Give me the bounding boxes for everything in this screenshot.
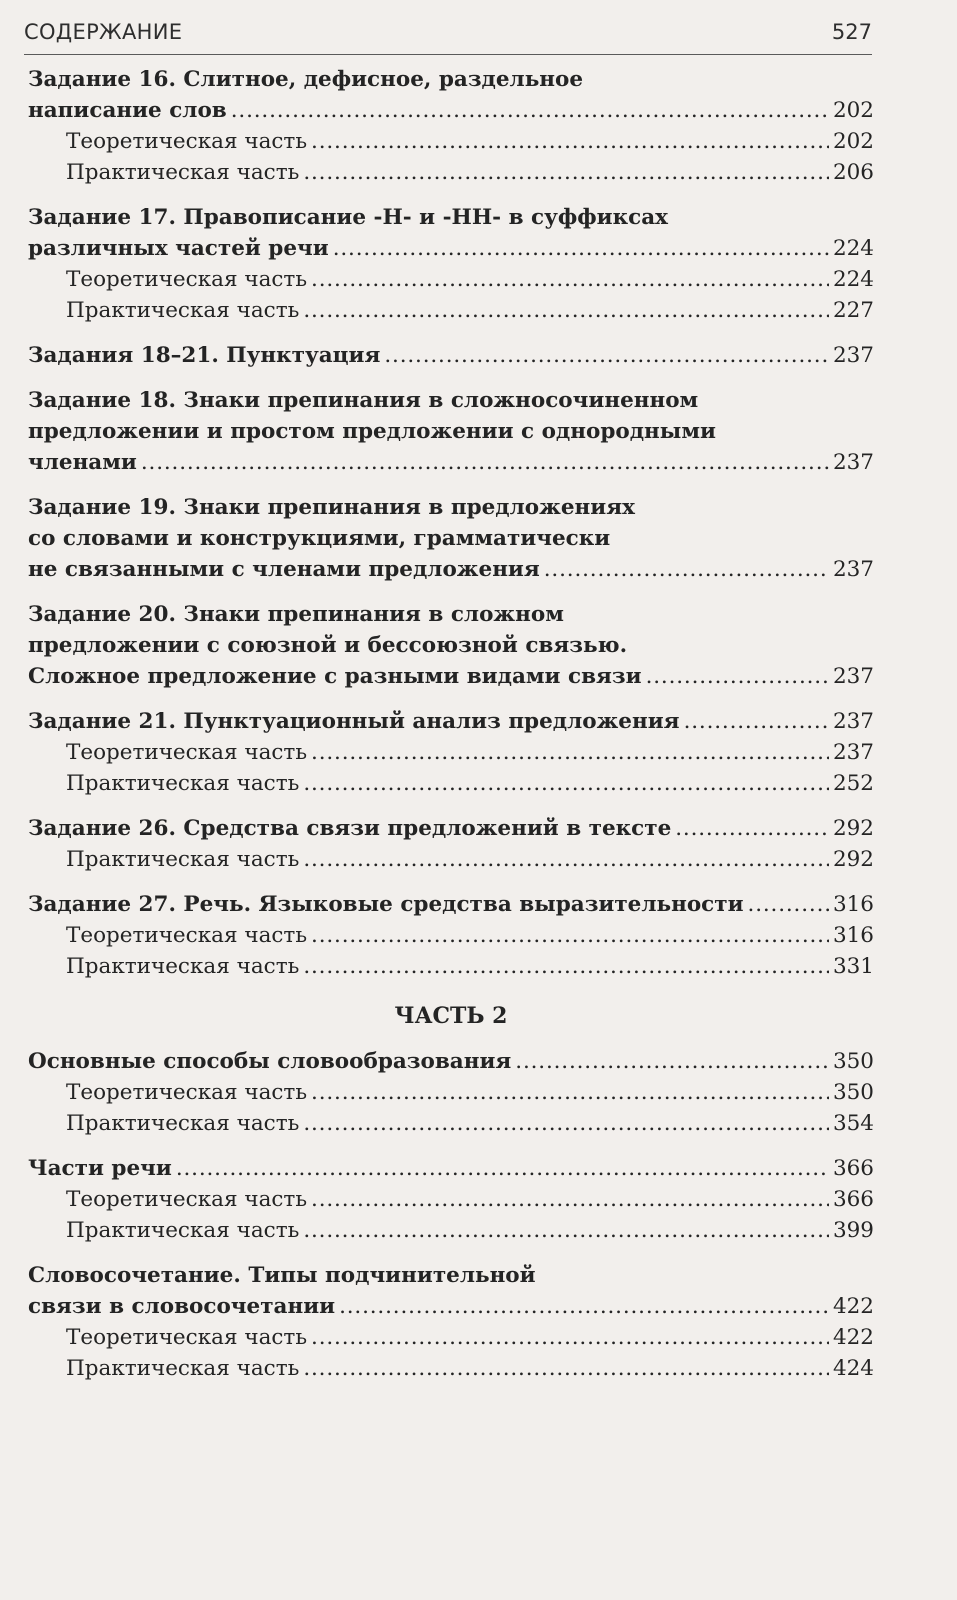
toc-page-number: 422 [832,1294,874,1319]
toc-subentry-title: Практическая часть [66,847,300,872]
dot-leader [176,1153,829,1184]
page-number: 527 [831,20,872,44]
dot-leader [311,737,829,768]
toc-page-number: 366 [832,1187,874,1212]
toc-entry-title: Задание 18. Знаки препинания в сложносочиненном [28,388,699,413]
dot-leader [311,264,829,295]
toc-entry-word-formation [28,1046,874,1139]
toc-page-number: 237 [832,709,874,734]
toc-entry-word-combination [28,1260,874,1384]
dot-leader [303,768,829,799]
toc-entry-tasks-18-21 [28,340,874,371]
toc-page-number: 350 [832,1049,874,1074]
toc-entry-task-21 [28,706,874,799]
toc-entry-parts-of-speech [28,1153,874,1246]
toc-page-number: 331 [832,954,874,979]
dot-leader [141,447,829,478]
toc-page-number: 224 [832,267,874,292]
toc-subentry-title: Теоретическая часть [66,267,308,292]
dot-leader [544,554,829,585]
toc-entry-title: Задание 20. Знаки препинания в сложном [28,602,564,627]
dot-leader [675,813,829,844]
toc-subentry-title: Теоретическая часть [66,1080,308,1105]
toc-subentry-title: Теоретическая часть [66,923,308,948]
toc-subentry-title: Теоретическая часть [66,1187,308,1212]
toc-subentry-title: Теоретическая часть [66,129,308,154]
toc-entry-title: Задание 21. Пунктуационный анализ предложения [28,709,680,734]
toc-subentry-title: Теоретическая часть [66,740,308,765]
toc-entry-title: Задание 27. Речь. Языковые средства выразительности [28,892,744,917]
toc-page-number: 422 [832,1325,874,1350]
toc-entry-task-20 [28,599,874,692]
toc-page-number: 399 [832,1218,874,1243]
toc-page-number: 206 [832,160,874,185]
toc-entry-title-cont: предложении с союзной и бессоюзной связью. [28,633,628,658]
toc-subentry-title: Практическая часть [66,1111,300,1136]
dot-leader [303,1215,829,1246]
toc-entry-title-cont: не связанными с членами предложения [28,557,540,582]
toc-entry-title-cont: предложении и простом предложении с однородными [28,419,716,444]
running-head-title: СОДЕРЖАНИЕ [24,20,183,44]
toc-entry-title-cont: связи в словосочетании [28,1294,336,1319]
toc-entry-title: Части речи [28,1156,172,1181]
toc-entry-title: Задание 17. Правописание -Н- и -НН- в суффиксах [28,205,668,230]
toc-entry-title: Задание 19. Знаки препинания в предложениях [28,495,635,520]
dot-leader [311,920,829,951]
toc-entry-task-17 [28,202,874,326]
toc-entry-title-cont: Сложное предложение с разными видами связи [28,664,642,689]
toc-entry-title-cont: со словами и конструкциями, грамматически [28,526,611,551]
dot-leader [303,951,829,982]
toc-subentry-title: Практическая часть [66,298,300,323]
toc-entry-title-cont: различных частей речи [28,236,329,261]
part-heading: ЧАСТЬ 2 [394,1003,508,1029]
dot-leader [339,1291,829,1322]
dot-leader [303,1108,829,1139]
toc-page-number: 252 [832,771,874,796]
toc-subentry-title: Практическая часть [66,1356,300,1381]
toc-subentry-title: Практическая часть [66,160,300,185]
toc-entry-task-19 [28,492,874,585]
toc-page-number: 237 [832,450,874,475]
toc-entry-title-cont: членами [28,450,137,475]
dot-leader [311,126,829,157]
toc-page-number: 237 [832,740,874,765]
toc-entry-task-26 [28,813,874,875]
table-of-contents [28,64,874,1398]
toc-entry-title: Основные способы словообразования [28,1049,512,1074]
toc-subentry-title: Теоретическая часть [66,1325,308,1350]
toc-page-number: 224 [832,236,874,261]
toc-entry-task-27 [28,889,874,982]
toc-page-number: 354 [832,1111,874,1136]
toc-page-number: 227 [832,298,874,323]
toc-page-number: 237 [832,664,874,689]
dot-leader [384,340,829,371]
toc-page-number: 202 [832,129,874,154]
toc-entry-title: Задания 18–21. Пунктуация [28,343,381,368]
dot-leader [303,157,829,188]
dot-leader [515,1046,829,1077]
dot-leader [748,889,829,920]
dot-leader [303,295,829,326]
dot-leader [231,95,829,126]
toc-page-number: 350 [832,1080,874,1105]
toc-subentry-title: Практическая часть [66,954,300,979]
toc-entry-task-16 [28,64,874,188]
dot-leader [333,233,829,264]
toc-page-number: 202 [832,98,874,123]
toc-page-number: 237 [832,557,874,582]
toc-page-number: 292 [832,847,874,872]
toc-page-number: 316 [832,892,874,917]
dot-leader [684,706,829,737]
dot-leader [646,661,829,692]
toc-page-number: 237 [832,343,874,368]
toc-entry-title-cont: написание слов [28,98,227,123]
toc-subentry-title: Практическая часть [66,1218,300,1243]
toc-subentry-title: Практическая часть [66,771,300,796]
dot-leader [311,1184,829,1215]
toc-page-number: 292 [832,816,874,841]
toc-page-number: 316 [832,923,874,948]
toc-entry-task-18 [28,385,874,478]
toc-entry-title: Словосочетание. Типы подчинительной [28,1263,536,1288]
dot-leader [303,844,829,875]
running-head [24,18,872,55]
toc-entry-title: Задание 26. Средства связи предложений в тексте [28,816,672,841]
toc-page-number: 366 [832,1156,874,1181]
dot-leader [303,1353,829,1384]
toc-page-number: 424 [832,1356,874,1381]
dot-leader [311,1322,829,1353]
dot-leader [311,1077,829,1108]
toc-entry-title: Задание 16. Слитное, дефисное, раздельное [28,67,584,92]
